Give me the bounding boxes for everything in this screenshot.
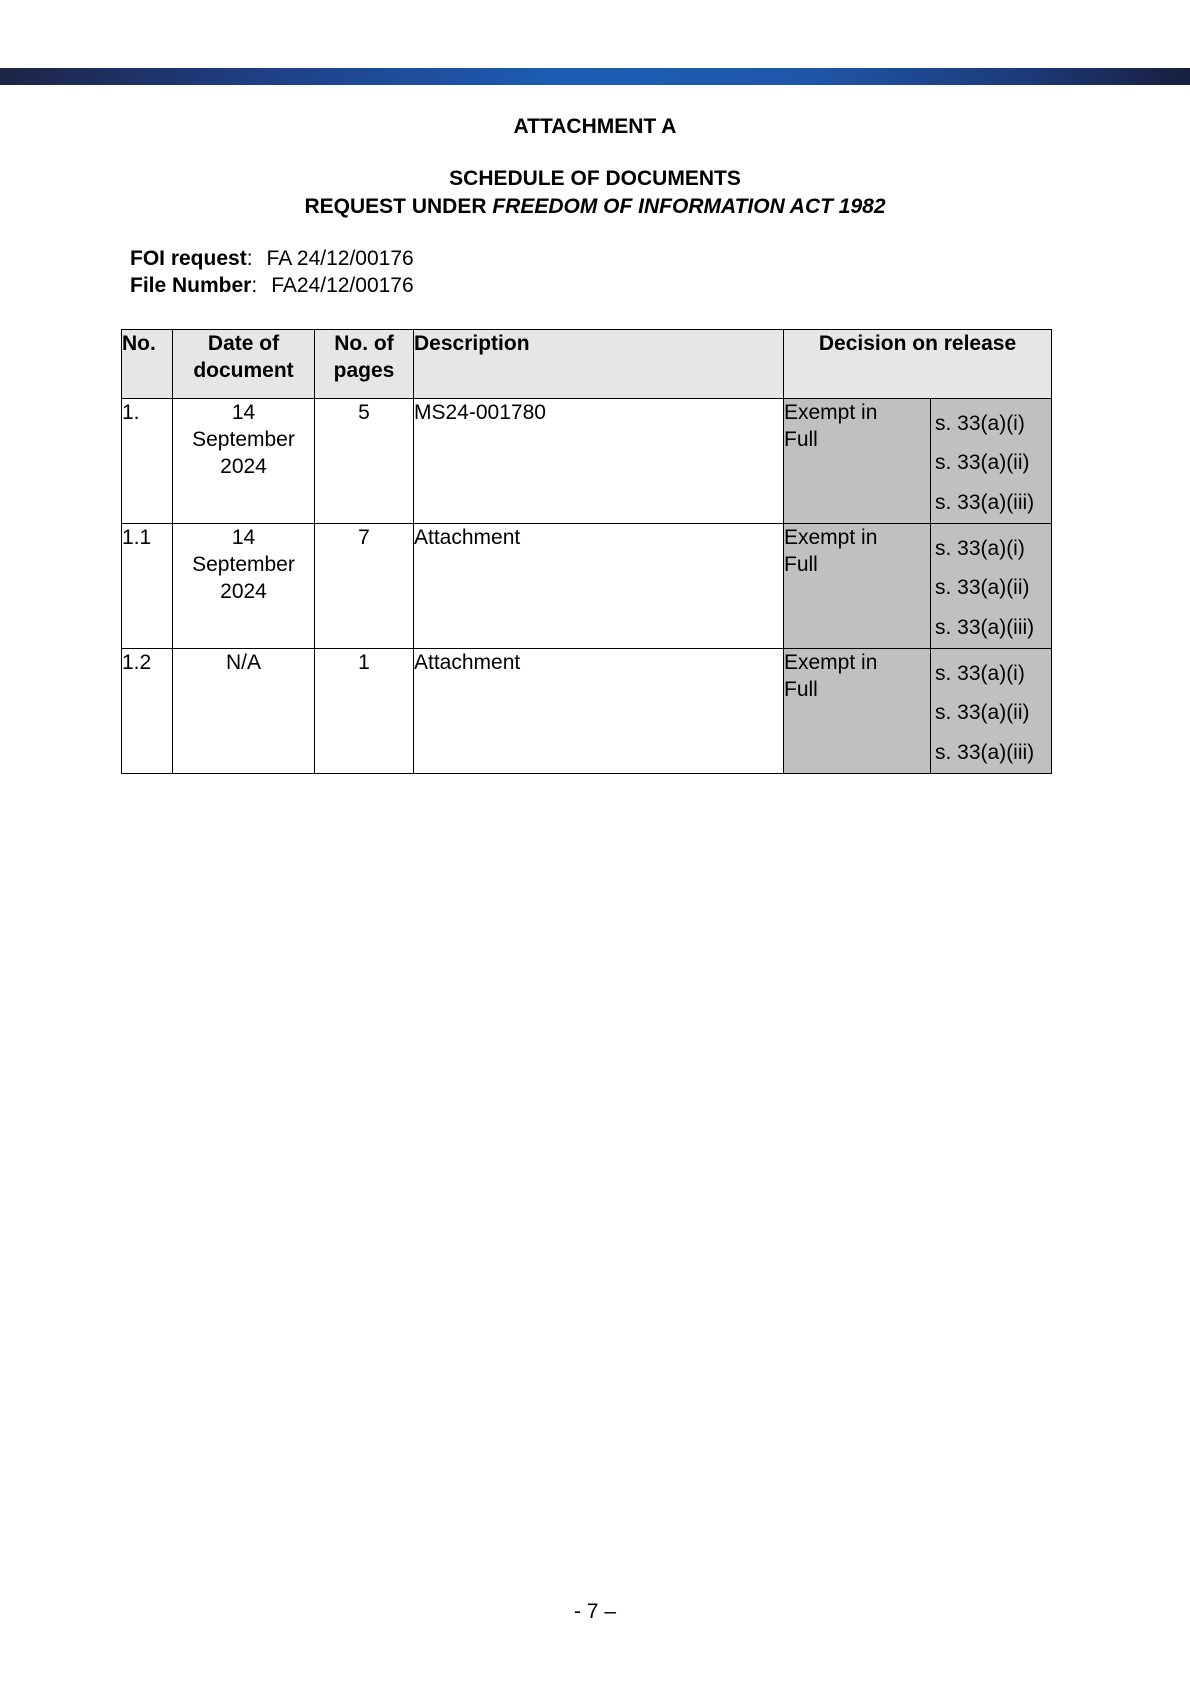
header-band: [0, 68, 1190, 85]
cell-sections: [931, 399, 1052, 524]
cell-decision-line1: Exempt in: [784, 526, 878, 549]
cell-description: Attachment: [414, 649, 784, 774]
cell-date-line1: N/A: [225, 651, 261, 674]
header-pages: [315, 330, 414, 399]
request-title: [0, 193, 1190, 221]
cell-date-line1: 14: [231, 401, 256, 424]
cell-date: [173, 524, 315, 649]
cell-no: 1.2: [122, 649, 173, 774]
foi-request-value: FA 24/12/00176: [266, 247, 414, 270]
cell-decision: [784, 649, 931, 774]
cell-sections: [931, 524, 1052, 649]
section-ref: s. 33(a)(i): [935, 537, 1025, 560]
header-pages-line2: pages: [333, 359, 395, 382]
cell-pages: 1: [315, 649, 414, 774]
file-number-row: File Number: FA24/12/00176: [130, 274, 414, 297]
cell-decision: [784, 399, 931, 524]
section-ref: s. 33(a)(ii): [935, 576, 1030, 599]
cell-date: [173, 649, 315, 774]
attachment-title: ATTACHMENT A: [513, 115, 677, 138]
section-ref: s. 33(a)(i): [935, 662, 1025, 685]
request-act: FREEDOM OF INFORMATION ACT 1982: [492, 195, 886, 218]
section-ref: s. 33(a)(iii): [935, 616, 1035, 639]
header-date-line1: Date of: [207, 332, 280, 355]
cell-date-line1: 14: [231, 526, 256, 549]
cell-decision: [784, 524, 931, 649]
cell-no: 1.: [122, 399, 173, 524]
file-number-value: FA24/12/00176: [271, 274, 414, 297]
cell-date: [173, 399, 315, 524]
table-row: [122, 649, 1052, 774]
file-number-label: File Number: [130, 274, 252, 297]
cell-date-line3: 2024: [220, 580, 267, 603]
cell-date-line3: 2024: [220, 455, 267, 478]
title-block: [0, 113, 1190, 221]
section-ref: s. 33(a)(iii): [935, 741, 1035, 764]
table-row: [122, 399, 1052, 524]
cell-decision-line2: Full: [784, 678, 818, 701]
cell-no: 1.1: [122, 524, 173, 649]
cell-sections: [931, 649, 1052, 774]
header-description: Description: [414, 330, 784, 399]
page-number: - 7 –: [573, 1600, 617, 1623]
cell-description: Attachment: [414, 524, 784, 649]
foi-request-label: FOI request: [130, 247, 247, 270]
section-ref: s. 33(a)(iii): [935, 491, 1035, 514]
request-meta: [130, 245, 414, 299]
cell-pages: 5: [315, 399, 414, 524]
section-ref: s. 33(a)(ii): [935, 451, 1030, 474]
section-ref: s. 33(a)(ii): [935, 701, 1030, 724]
cell-decision-line2: Full: [784, 428, 818, 451]
cell-decision-line2: Full: [784, 553, 818, 576]
schedule-title: SCHEDULE OF DOCUMENTS: [449, 167, 741, 190]
header-date-line2: document: [193, 359, 294, 382]
cell-description: MS24-001780: [414, 399, 784, 524]
cell-decision-line1: Exempt in: [784, 651, 878, 674]
section-ref: s. 33(a)(i): [935, 412, 1025, 435]
header-date: [173, 330, 315, 399]
cell-date-line2: September: [192, 553, 295, 576]
request-prefix: REQUEST UNDER: [304, 195, 493, 218]
header-decision: Decision on release: [784, 330, 1052, 399]
cell-decision-line1: Exempt in: [784, 401, 878, 424]
table-row: [122, 524, 1052, 649]
table-header-row: [122, 330, 1052, 399]
foi-request-row: FOI request: FA 24/12/00176: [130, 247, 414, 270]
cell-date-line2: September: [192, 428, 295, 451]
header-pages-line1: No. of: [334, 332, 394, 355]
header-no: No.: [122, 330, 173, 399]
schedule-table: [121, 329, 1052, 774]
cell-pages: 7: [315, 524, 414, 649]
